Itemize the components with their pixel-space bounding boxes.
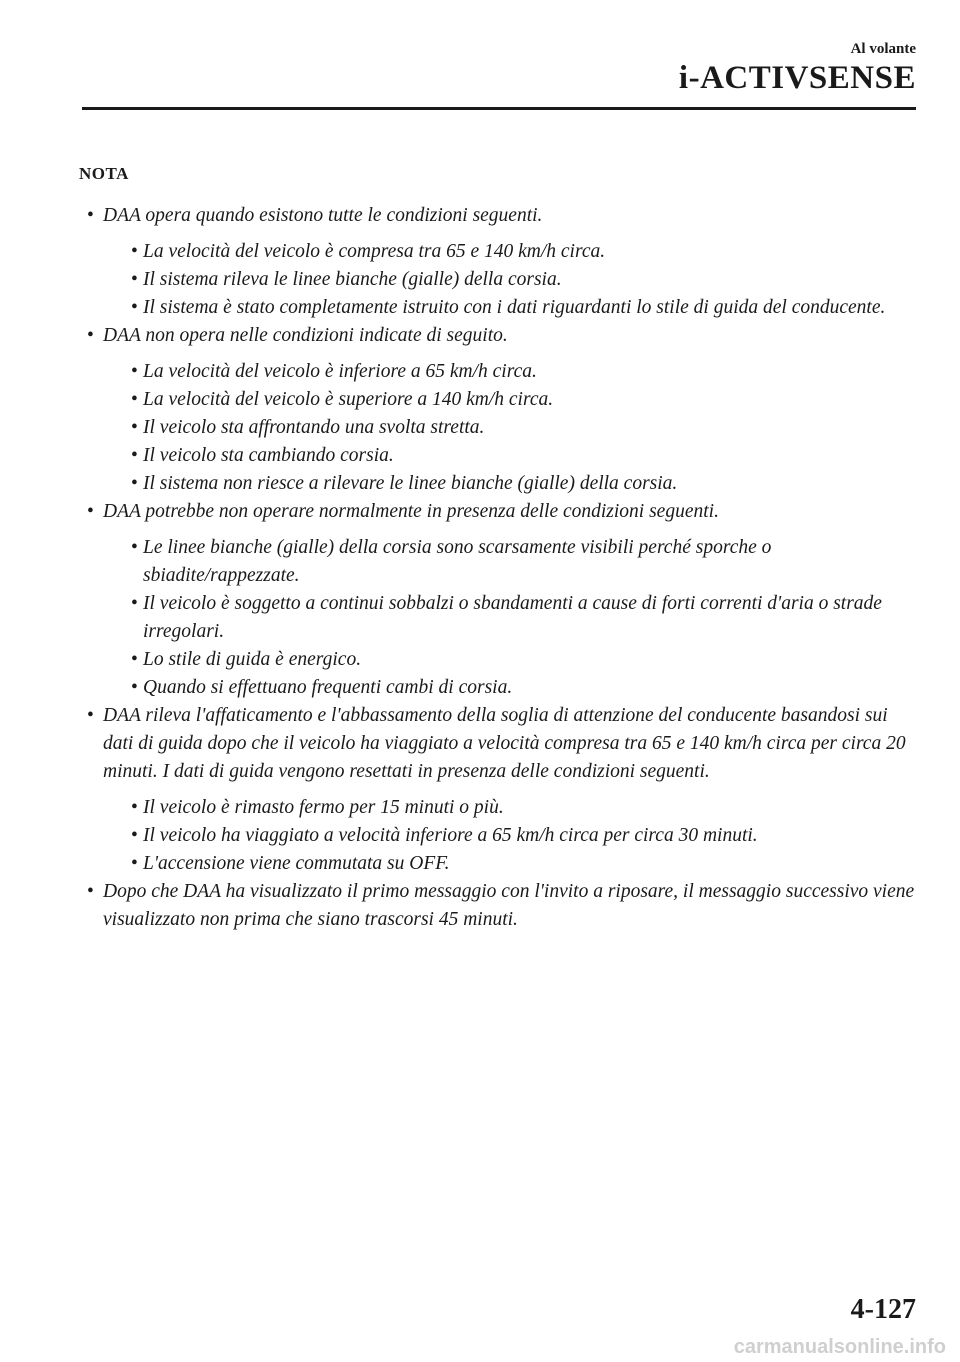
bullet-icon: • — [87, 705, 94, 726]
note-subitem-text: L'accensione viene commutata su OFF. — [143, 853, 450, 874]
bullet-icon: • — [131, 473, 138, 494]
note-item-text: DAA opera quando esistono tutte le condizioni seguenti. — [103, 205, 543, 226]
note-sublist — [103, 238, 919, 322]
bullet-icon: • — [131, 241, 138, 262]
note-subitem-text: Il sistema è stato completamente istruito con i dati riguardanti lo stile di guida del conducente. — [143, 297, 886, 318]
note-subitem — [127, 442, 919, 470]
note-subitem — [127, 414, 919, 442]
note-item — [79, 498, 919, 702]
note-block — [79, 160, 919, 934]
chapter-title: i-ACTIVSENSE — [678, 60, 916, 96]
note-sublist — [103, 794, 919, 878]
bullet-icon: • — [131, 797, 138, 818]
note-subitem-text: Il veicolo è soggetto a continui sobbalzi o sbandamenti a cause di forti correnti d'aria o strade irregolari. — [143, 593, 882, 642]
note-subitem — [127, 674, 919, 702]
bullet-icon: • — [131, 825, 138, 846]
note-subitem-text: Il sistema rileva le linee bianche (gialle) della corsia. — [143, 269, 562, 290]
note-subitem — [127, 266, 919, 294]
note-item — [79, 878, 919, 934]
bullet-icon: • — [131, 445, 138, 466]
bullet-icon: • — [87, 325, 94, 346]
note-subitem — [127, 294, 919, 322]
watermark: carmanualsonline.info — [733, 1336, 946, 1358]
bullet-icon: • — [87, 881, 94, 902]
note-label: NOTA — [79, 164, 129, 183]
bullet-icon: • — [131, 537, 138, 558]
bullet-icon: • — [131, 389, 138, 410]
note-subitem-text: Il veicolo ha viaggiato a velocità inferiore a 65 km/h circa per circa 30 minuti. — [143, 825, 758, 846]
note-subitem — [127, 470, 919, 498]
note-subitem-text: Lo stile di guida è energico. — [143, 649, 362, 670]
page-number: 4-127 — [850, 1294, 916, 1325]
note-subitem-text: La velocità del veicolo è inferiore a 65 km/h circa. — [143, 361, 537, 382]
note-subitem — [127, 358, 919, 386]
note-subitem-text: Il sistema non riesce a rilevare le linee bianche (gialle) della corsia. — [143, 473, 678, 494]
note-subitem-text: La velocità del veicolo è compresa tra 65 e 140 km/h circa. — [143, 241, 606, 262]
bullet-icon: • — [131, 593, 138, 614]
bullet-icon: • — [87, 501, 94, 522]
note-item — [79, 322, 919, 498]
note-item-text: DAA potrebbe non operare normalmente in presenza delle condizioni seguenti. — [103, 501, 719, 522]
section-title: Al volante — [850, 41, 916, 57]
note-subitem — [127, 646, 919, 674]
note-subitem-text: Quando si effettuano frequenti cambi di corsia. — [143, 677, 513, 698]
note-subitem — [127, 794, 919, 822]
note-subitem-text: Il veicolo sta cambiando corsia. — [143, 445, 394, 466]
bullet-icon: • — [131, 269, 138, 290]
bullet-icon: • — [131, 649, 138, 670]
note-subitem — [127, 850, 919, 878]
bullet-icon: • — [87, 205, 94, 226]
header-rule — [82, 107, 916, 110]
bullet-icon: • — [131, 361, 138, 382]
note-item-text: DAA non opera nelle condizioni indicate di seguito. — [103, 325, 508, 346]
note-item — [79, 702, 919, 878]
note-subitem-text: La velocità del veicolo è superiore a 140 km/h circa. — [143, 389, 554, 410]
page-header — [679, 40, 916, 96]
note-list — [79, 202, 919, 934]
note-item — [79, 202, 919, 322]
bullet-icon: • — [131, 297, 138, 318]
note-item-text: DAA rileva l'affaticamento e l'abbassamento della soglia di attenzione del conducente basandosi sui dati di guida dopo che il veicolo ha viaggiato a velocità compresa tra 65 e 140 km/h circa per circa 20 minuti. I dati di guida vengono resettati in presenza delle condizioni seguenti. — [103, 705, 906, 782]
note-subitem — [127, 590, 919, 646]
note-sublist — [103, 534, 919, 702]
note-item-text: Dopo che DAA ha visualizzato il primo messaggio con l'invito a riposare, il messaggio successivo viene visualizzato non prima che siano trascorsi 45 minuti. — [103, 881, 915, 930]
note-subitem — [127, 386, 919, 414]
note-subitem-text: Il veicolo è rimasto fermo per 15 minuti o più. — [143, 797, 504, 818]
bullet-icon: • — [131, 417, 138, 438]
note-subitem — [127, 822, 919, 850]
note-subitem — [127, 238, 919, 266]
note-subitem-text: Il veicolo sta affrontando una svolta stretta. — [143, 417, 485, 438]
note-subitem — [127, 534, 919, 590]
bullet-icon: • — [131, 853, 138, 874]
note-sublist — [103, 358, 919, 498]
bullet-icon: • — [131, 677, 138, 698]
note-subitem-text: Le linee bianche (gialle) della corsia sono scarsamente visibili perché sporche o sbiadite/rappezzate. — [143, 537, 772, 586]
